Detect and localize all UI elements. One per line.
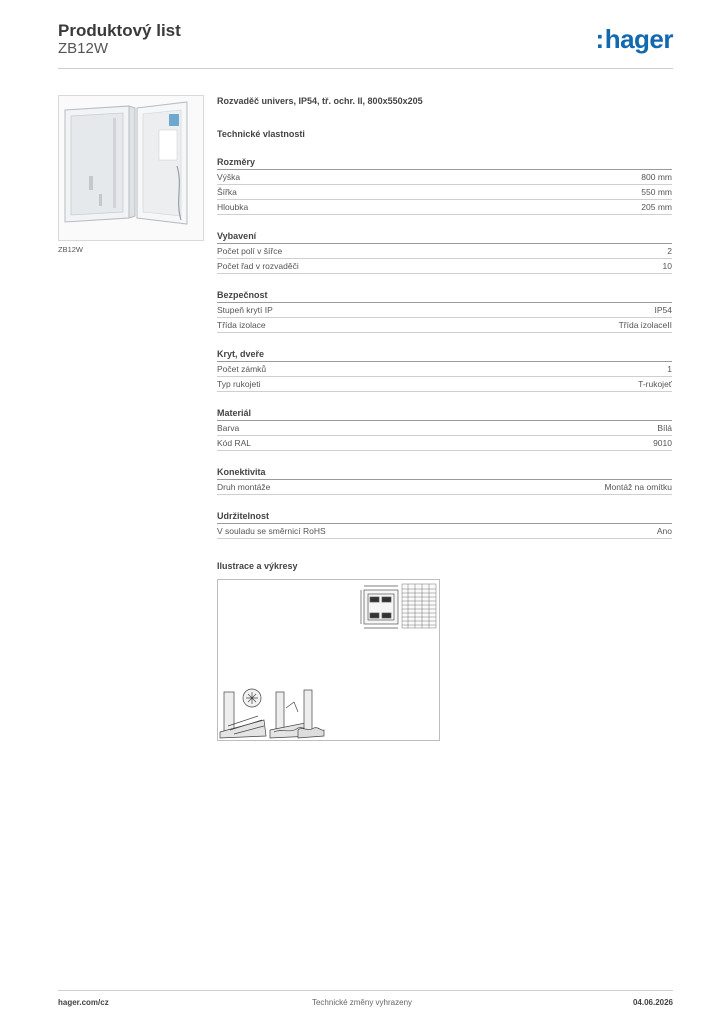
spec-group-dimensions xyxy=(217,155,672,215)
spec-value: 1 xyxy=(667,364,672,374)
enclosure-illustration xyxy=(59,96,203,240)
spec-value: 2 xyxy=(667,246,672,256)
footer-website: hager.com/cz xyxy=(58,998,109,1007)
spec-label: Třída izolace xyxy=(217,320,266,330)
footer-disclaimer: Technické změny vyhrazeny xyxy=(311,998,413,1007)
spec-label: V souladu se směrnicí RoHS xyxy=(217,526,326,536)
spec-group-cover-door xyxy=(217,347,672,392)
spec-label: Druh montáže xyxy=(217,482,271,492)
spec-row xyxy=(217,200,672,215)
logo-colon: : xyxy=(595,24,604,54)
spec-row xyxy=(217,185,672,200)
spec-label: Počet řad v rozvaděči xyxy=(217,261,299,271)
illustrations-title: Ilustrace a výkresy xyxy=(217,561,298,571)
installation-sketch-1 xyxy=(220,689,266,738)
spec-value: 800 mm xyxy=(641,172,672,182)
spec-row xyxy=(217,480,672,495)
spec-group-material xyxy=(217,406,672,451)
footer-date: 04.06.2026 xyxy=(632,998,673,1007)
installation-sketch-3 xyxy=(298,690,324,738)
footer-divider xyxy=(58,990,673,991)
spec-value: 550 mm xyxy=(641,187,672,197)
front-view-drawing xyxy=(361,586,398,628)
drawing-sketch xyxy=(218,580,439,740)
spec-group-title: Bezpečnost xyxy=(217,288,672,303)
spec-label: Stupeň krytí IP xyxy=(217,305,273,315)
spec-label: Počet polí v šířce xyxy=(217,246,283,256)
spec-group-title: Udržitelnost xyxy=(217,509,672,524)
spec-group-safety xyxy=(217,288,672,333)
spec-value: 9010 xyxy=(653,438,672,448)
spec-value: Třída izolaceII xyxy=(618,320,672,330)
spec-group-connectivity xyxy=(217,465,672,495)
spec-label: Počet zámků xyxy=(217,364,267,374)
spec-row xyxy=(217,244,672,259)
spec-row xyxy=(217,362,672,377)
product-code: ZB12W xyxy=(58,40,109,57)
spec-row xyxy=(217,436,672,451)
image-caption: ZB12W xyxy=(58,245,84,254)
spec-row xyxy=(217,421,672,436)
spec-group-sustainability xyxy=(217,509,672,539)
tech-properties-title: Technické vlastnosti xyxy=(217,129,305,139)
spec-value: Bílá xyxy=(657,423,672,433)
spec-label: Hloubka xyxy=(217,202,249,212)
spec-value: 10 xyxy=(662,261,672,271)
spec-value: 205 mm xyxy=(641,202,672,212)
spec-label: Výška xyxy=(217,172,241,182)
dimension-table-drawing xyxy=(402,584,436,628)
spec-content xyxy=(217,96,672,741)
spec-group-title: Rozměry xyxy=(217,155,672,170)
hager-logo xyxy=(596,26,673,52)
spec-value: Ano xyxy=(656,526,672,536)
spec-row xyxy=(217,170,672,185)
spec-value: IP54 xyxy=(654,305,672,315)
page-title: Produktový list xyxy=(58,21,181,40)
spec-group-title: Konektivita xyxy=(217,465,672,480)
technical-drawing xyxy=(217,579,440,741)
product-image xyxy=(58,95,204,241)
logo-text: hager xyxy=(604,24,673,54)
spec-value: Montáž na omítku xyxy=(604,482,672,492)
spec-group-equipment xyxy=(217,229,672,274)
spec-group-title: Kryt, dveře xyxy=(217,347,672,362)
spec-row xyxy=(217,303,672,318)
spec-group-title: Vybavení xyxy=(217,229,672,244)
spec-label: Barva xyxy=(217,423,240,433)
spec-row xyxy=(217,377,672,392)
spec-value: T-rukojeť xyxy=(638,379,672,389)
spec-label: Typ rukojeti xyxy=(217,379,261,389)
spec-label: Šířka xyxy=(217,187,237,197)
spec-group-title: Materiál xyxy=(217,406,672,421)
header-divider xyxy=(58,68,673,69)
spec-row xyxy=(217,318,672,333)
spec-row xyxy=(217,524,672,539)
product-name: Rozvaděč univers, IP54, tř. ochr. II, 800x550x205 xyxy=(217,96,423,106)
spec-label: Kód RAL xyxy=(217,438,252,448)
spec-row xyxy=(217,259,672,274)
